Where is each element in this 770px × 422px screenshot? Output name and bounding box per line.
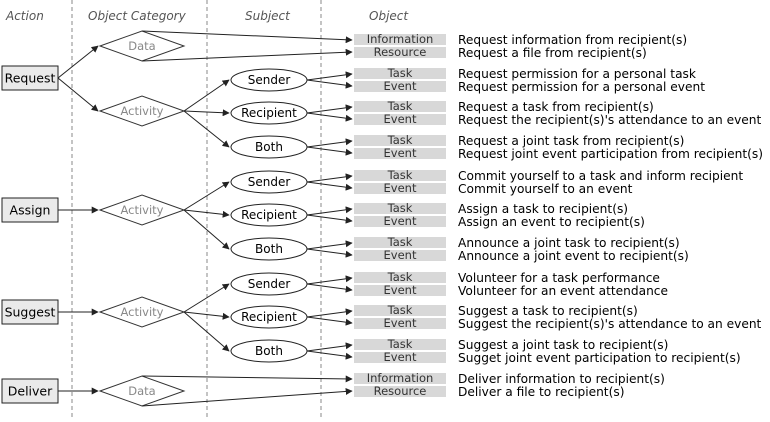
connector-arrow: [58, 78, 98, 111]
description-line: Request a joint task from recipient(s): [458, 134, 685, 148]
object-label-bottom: Event: [383, 350, 417, 364]
description-line: Commit yourself to a task and inform recipient: [458, 169, 744, 183]
connector-arrow: [307, 141, 352, 147]
subject-label: Sender: [247, 277, 291, 291]
description-line: Announce a joint event to recipient(s): [458, 249, 689, 263]
object-label-top: Task: [387, 168, 413, 182]
category-label: Activity: [120, 305, 164, 319]
connector-arrow: [307, 243, 352, 249]
connector-arrow: [307, 284, 352, 290]
object-label-top: Task: [387, 337, 413, 351]
action-label: Assign: [9, 202, 51, 218]
subject-label: Recipient: [241, 208, 297, 222]
connector-arrow: [307, 107, 352, 113]
description-line: Deliver information to recipient(s): [458, 372, 665, 386]
connector-arrow: [307, 215, 352, 221]
description-line: Request a task from recipient(s): [458, 100, 654, 114]
connector-arrow: [307, 311, 352, 317]
description-line: Announce a joint task to recipient(s): [458, 236, 680, 250]
object-label-bottom: Event: [383, 181, 417, 195]
header-action: Action: [6, 9, 44, 23]
object-label-top: Information: [366, 32, 434, 46]
connector-arrow: [307, 209, 352, 215]
action-label: Deliver: [7, 383, 53, 399]
connector-arrow: [307, 176, 352, 182]
description-line: Request information from recipient(s): [458, 33, 688, 47]
connector-arrow: [307, 317, 352, 323]
description-line: Suggest a task to recipient(s): [458, 304, 638, 318]
connector-arrow: [307, 278, 352, 284]
object-label-bottom: Event: [383, 316, 417, 330]
description-line: Volunteer for a task performance: [458, 271, 660, 285]
header-object: Object: [369, 9, 409, 23]
object-label-top: Task: [387, 201, 413, 215]
object-label-top: Task: [387, 270, 413, 284]
action-label: Suggest: [4, 304, 56, 320]
header-object-category: Object Category: [88, 9, 186, 23]
header-subject: Subject: [245, 9, 290, 23]
category-label: Activity: [120, 104, 164, 118]
subject-label: Sender: [247, 73, 291, 87]
action-label: Request: [4, 70, 56, 86]
description-line: Request the recipient(s)'s attendance to an event: [458, 113, 762, 127]
object-label-bottom: Resource: [373, 384, 427, 398]
description-line: Assign an event to recipient(s): [458, 215, 645, 229]
subject-label: Recipient: [241, 310, 297, 324]
description-line: Suggest a joint task to recipient(s): [458, 338, 669, 352]
description-line: Sugget joint event participation to recipient(s): [458, 351, 741, 365]
connector-arrow: [307, 182, 352, 188]
description-line: Suggest the recipient(s)'s attendance to an event: [458, 317, 762, 331]
connector-arrow: [184, 210, 229, 249]
connector-arrow: [58, 46, 98, 78]
description-line: Request permission for a personal event: [458, 80, 705, 94]
description-line: Assign a task to recipient(s): [458, 202, 629, 216]
subject-label: Both: [255, 344, 283, 358]
subject-label: Recipient: [241, 106, 297, 120]
connector-arrow: [142, 376, 352, 379]
object-label-bottom: Resource: [373, 45, 427, 59]
description-line: Commit yourself to an event: [458, 182, 633, 196]
object-label-bottom: Event: [383, 214, 417, 228]
connector-arrow: [307, 74, 352, 80]
object-label-bottom: Event: [383, 248, 417, 262]
diagram-content: [2, 31, 763, 406]
description-line: Volunteer for an event attendance: [458, 284, 669, 298]
object-label-top: Task: [387, 235, 413, 249]
object-label-top: Task: [387, 99, 413, 113]
category-label: Activity: [120, 203, 164, 217]
connector-arrow: [307, 113, 352, 119]
connector-arrow: [307, 249, 352, 255]
category-label: Data: [128, 39, 156, 53]
connector-arrow: [307, 80, 352, 86]
connector-arrow: [307, 147, 352, 153]
object-label-bottom: Event: [383, 112, 417, 126]
subject-label: Sender: [247, 175, 291, 189]
object-label-bottom: Event: [383, 283, 417, 297]
description-line: Deliver a file to recipient(s): [458, 385, 625, 399]
description-line: Request a file from recipient(s): [458, 46, 647, 60]
object-label-top: Task: [387, 66, 413, 80]
category-label: Data: [128, 384, 156, 398]
object-label-bottom: Event: [383, 146, 417, 160]
subject-label: Both: [255, 242, 283, 256]
connector-arrow: [307, 345, 352, 351]
subject-label: Both: [255, 140, 283, 154]
object-label-top: Task: [387, 133, 413, 147]
object-label-bottom: Event: [383, 79, 417, 93]
connector-arrow: [307, 351, 352, 357]
description-line: Request permission for a personal task: [458, 67, 696, 81]
object-label-top: Information: [366, 371, 434, 385]
description-line: Request joint event participation from recipient(s): [458, 147, 764, 161]
object-label-top: Task: [387, 303, 413, 317]
